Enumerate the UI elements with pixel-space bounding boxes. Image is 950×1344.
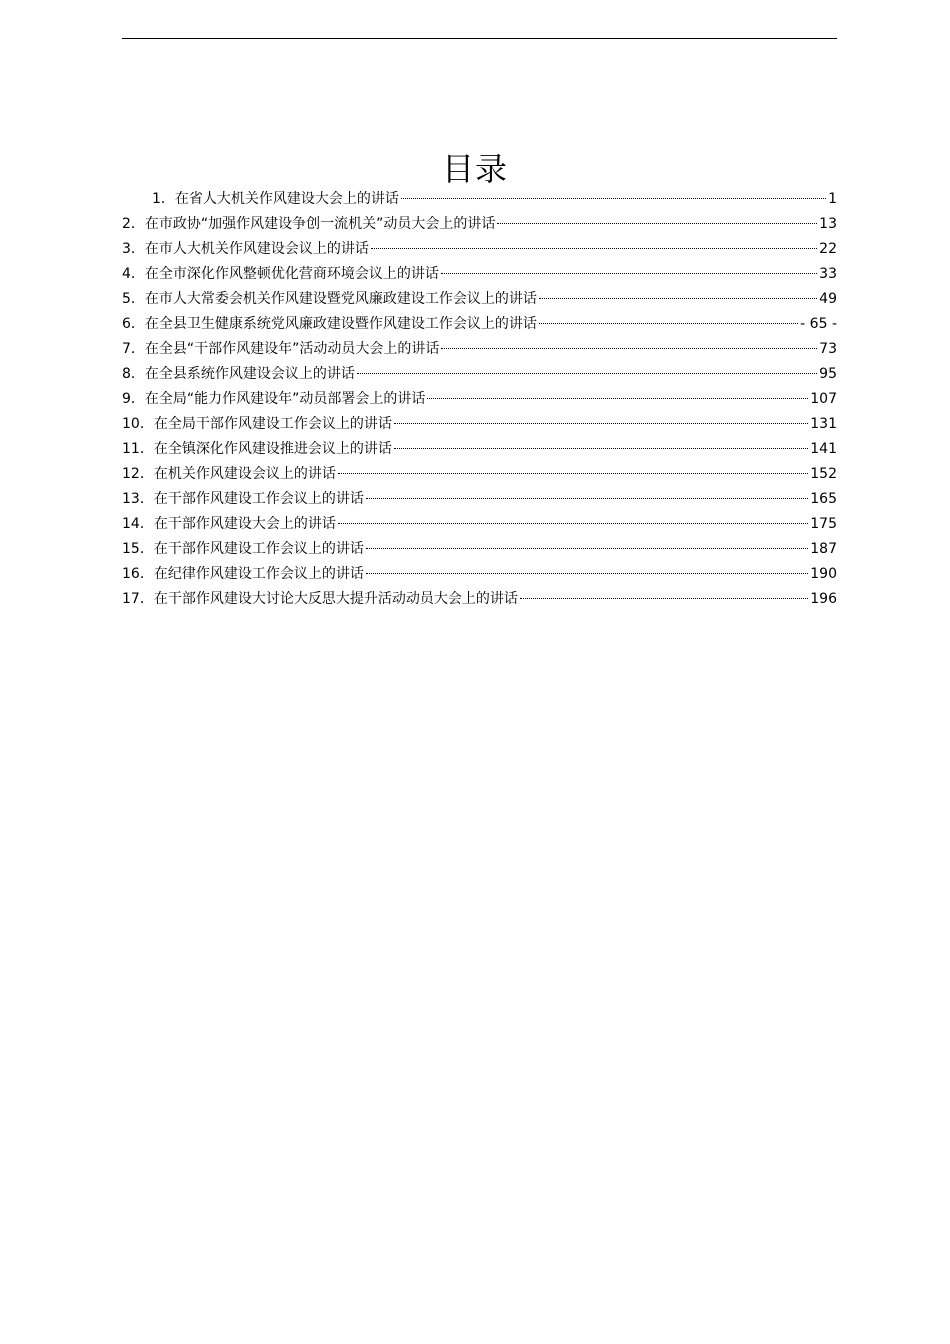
toc-entry[interactable] — [122, 312, 837, 337]
toc-entry-label: 9．在全局“能力作风建设年”动员部署会上的讲话 — [122, 391, 426, 407]
toc-dot-leader — [497, 223, 817, 224]
toc-entry-label: 5．在市人大常委会机关作风建设暨党风廉政建设工作会议上的讲话 — [122, 291, 537, 307]
toc-entry[interactable] — [122, 587, 837, 612]
toc-entry-label: 8．在全县系统作风建设会议上的讲话 — [122, 366, 355, 382]
toc-entry-page-number: 73 — [819, 341, 837, 357]
toc-dot-leader — [366, 548, 808, 549]
toc-entry[interactable] — [122, 237, 837, 262]
toc-entry-page-number: 49 — [819, 291, 837, 307]
toc-dot-leader — [520, 598, 808, 599]
toc-entry-page-number: - 65 - — [800, 316, 837, 332]
toc-entry-page-number: 190 — [810, 566, 837, 582]
toc-entry[interactable] — [122, 537, 837, 562]
toc-dot-leader — [394, 423, 808, 424]
toc-entry-page-number: 165 — [810, 491, 837, 507]
toc-dot-leader — [366, 573, 808, 574]
toc-entry-page-number: 1 — [828, 191, 837, 207]
toc-entry-page-number: 141 — [810, 441, 837, 457]
toc-entry-label: 16．在纪律作风建设工作会议上的讲话 — [122, 566, 364, 582]
toc-dot-leader — [338, 523, 808, 524]
toc-dot-leader — [539, 323, 798, 324]
toc-entry[interactable] — [122, 212, 837, 237]
toc-dot-leader — [401, 198, 826, 199]
toc-entry[interactable] — [122, 562, 837, 587]
toc-entry-label: 4．在全市深化作风整顿优化营商环境会议上的讲话 — [122, 266, 439, 282]
toc-entry-page-number: 95 — [819, 366, 837, 382]
toc-entry-label: 15．在干部作风建设工作会议上的讲话 — [122, 541, 364, 557]
toc-entry[interactable] — [122, 387, 837, 412]
toc-entry-page-number: 33 — [819, 266, 837, 282]
toc-entry-page-number: 187 — [810, 541, 837, 557]
toc-entry-page-number: 131 — [810, 416, 837, 432]
toc-dot-leader — [427, 398, 808, 399]
toc-entry[interactable] — [122, 287, 837, 312]
toc-entry-page-number: 22 — [819, 241, 837, 257]
toc-entry-label: 3．在市人大机关作风建设会议上的讲话 — [122, 241, 369, 257]
toc-entry-label: 14．在干部作风建设大会上的讲话 — [122, 516, 336, 532]
toc-entry[interactable] — [122, 187, 837, 212]
toc-entry-label: 11．在全镇深化作风建设推进会议上的讲话 — [122, 441, 392, 457]
toc-entry[interactable] — [122, 337, 837, 362]
toc-entry[interactable] — [122, 362, 837, 387]
header-rule — [122, 38, 837, 39]
toc-dot-leader — [441, 348, 817, 349]
toc-dot-leader — [357, 373, 817, 374]
toc-dot-leader — [338, 473, 808, 474]
toc-entry[interactable] — [122, 412, 837, 437]
toc-entry-page-number: 196 — [810, 591, 837, 607]
toc-entry-label: 2．在市政协“加强作风建设争创一流机关”动员大会上的讲话 — [122, 216, 496, 232]
toc-entry-label: 6．在全县卫生健康系统党风廉政建设暨作风建设工作会议上的讲话 — [122, 316, 537, 332]
toc-entry-label: 12．在机关作风建设会议上的讲话 — [122, 466, 336, 482]
toc-entry[interactable] — [122, 512, 837, 537]
toc-entry[interactable] — [122, 262, 837, 287]
toc-dot-leader — [366, 498, 808, 499]
toc-entry[interactable] — [122, 487, 837, 512]
toc-entry-page-number: 175 — [810, 516, 837, 532]
toc-entry-page-number: 152 — [810, 466, 837, 482]
toc-entry-label: 17．在干部作风建设大讨论大反思大提升活动动员大会上的讲话 — [122, 591, 518, 607]
toc-title: 目录 — [441, 150, 508, 189]
toc-list — [122, 187, 837, 612]
toc-entry[interactable] — [122, 462, 837, 487]
toc-dot-leader — [441, 273, 817, 274]
toc-dot-leader — [394, 448, 808, 449]
toc-entry-label: 1．在省人大机关作风建设大会上的讲话 — [152, 191, 399, 207]
toc-entry[interactable] — [122, 437, 837, 462]
toc-dot-leader — [371, 248, 817, 249]
toc-entry-page-number: 13 — [819, 216, 837, 232]
toc-entry-label: 10．在全局干部作风建设工作会议上的讲话 — [122, 416, 392, 432]
toc-entry-page-number: 107 — [810, 391, 837, 407]
toc-entry-label: 7．在全县“干部作风建设年”活动动员大会上的讲话 — [122, 341, 440, 357]
toc-dot-leader — [539, 298, 817, 299]
toc-entry-label: 13．在干部作风建设工作会议上的讲话 — [122, 491, 364, 507]
